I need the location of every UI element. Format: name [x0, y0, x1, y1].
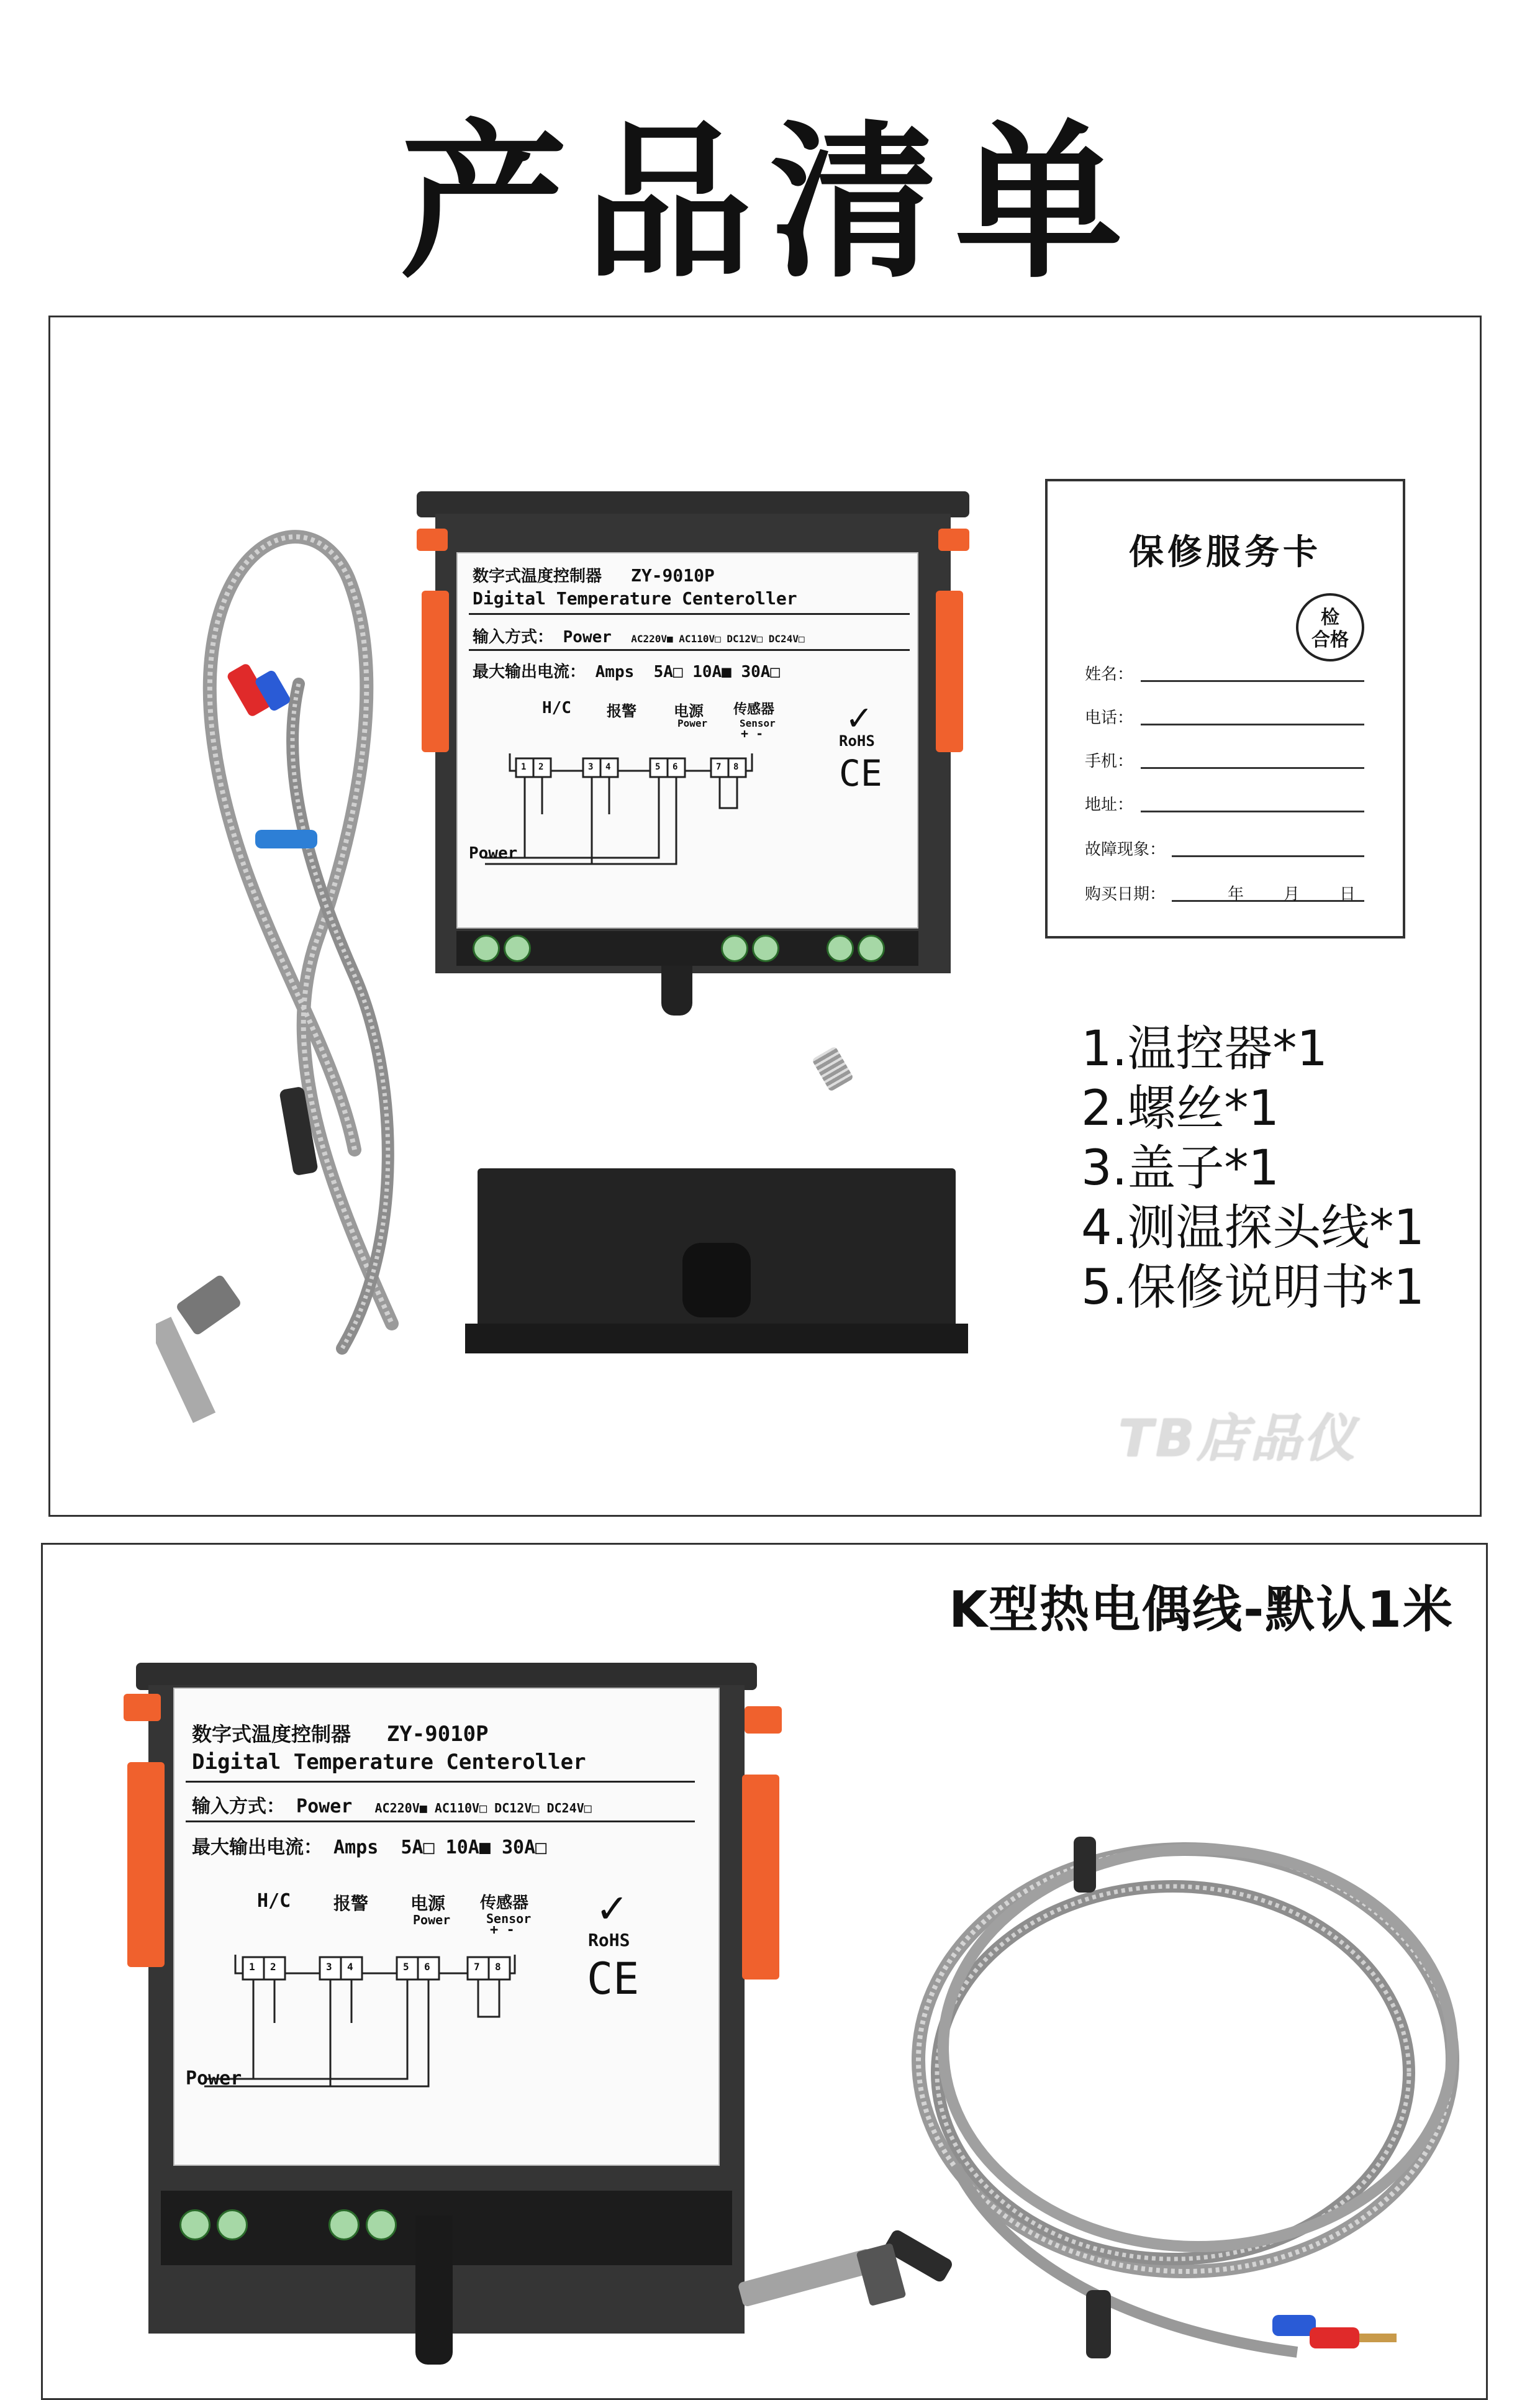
pin-5-large: 5: [403, 1961, 409, 1973]
warranty-card-title: 保修服务卡: [1129, 532, 1321, 573]
k-type-thermocouple-image: [738, 1818, 1471, 2377]
pin-7-large: 7: [474, 1961, 480, 1973]
terminal-alarm-label-large: 报警: [333, 1893, 369, 1914]
terminal-hc-label-large: H/C: [257, 1890, 291, 1912]
list-item: 3.盖子*1: [1081, 1140, 1280, 1196]
terminal-sensor-sublabel-large: Sensor: [486, 1911, 532, 1926]
list-item: 1.温控器*1: [1081, 1021, 1328, 1077]
watermark: TB店品仪: [1118, 1409, 1357, 1468]
package-contents-panel: [48, 316, 1482, 1517]
output-row-label-large: 最大输出电流： Amps: [192, 1837, 379, 1858]
terminal-sensor-label: 传感器: [733, 702, 775, 717]
date-unit-year: 年: [1228, 885, 1244, 904]
temperature-controller-image: [417, 491, 969, 1001]
pin-1-large: 1: [249, 1961, 255, 1973]
page-title: 产品清单: [400, 105, 1140, 301]
controller-model: ZY-9010P: [630, 565, 715, 586]
checkmark-icon: ✓: [845, 699, 874, 738]
pin-2-large: 2: [270, 1961, 276, 1973]
checkmark-icon-large: ✓: [596, 1886, 629, 1932]
pin-4: 4: [605, 762, 611, 772]
rohs-mark: RoHS: [839, 732, 875, 750]
controller-title-cn-large: 数字式温度控制器: [192, 1722, 351, 1746]
controller-model-large: ZY-9010P: [386, 1722, 489, 1747]
thermocouple-panel: [41, 1543, 1488, 2400]
terminal-hc-label: H/C: [542, 699, 571, 717]
list-item: 2.螺丝*1: [1081, 1081, 1280, 1137]
pin-3-large: 3: [326, 1961, 332, 1973]
pin-4-large: 4: [347, 1961, 353, 1973]
controller-title-en-large: Digital Temperature Centeroller: [192, 1750, 586, 1775]
pin-8: 8: [733, 762, 739, 772]
output-options: 5A□ 10A■ 30A□: [653, 663, 781, 681]
input-row-label-large: 输入方式： Power: [192, 1796, 353, 1817]
terminal-alarm-label: 报警: [607, 702, 636, 720]
pin-3: 3: [588, 762, 594, 772]
power-wire-label: Power: [469, 844, 518, 863]
sensor-polarity-large: + -: [490, 1922, 515, 1938]
output-options-large: 5A□ 10A■ 30A□: [401, 1837, 547, 1858]
terminal-power-label-large: 电源: [410, 1893, 446, 1914]
field-fault-label: 故障现象：: [1085, 840, 1166, 859]
ce-mark-large: CE: [587, 1953, 640, 2004]
wiring-diagram-large: [186, 1911, 558, 2147]
power-wire-label-large: Power: [186, 2068, 242, 2089]
pin-6-large: 6: [424, 1961, 430, 1973]
output-row-label: 最大输出电流： Amps: [473, 663, 635, 681]
thermocouple-caption: K型热电偶线-默认1米: [949, 1581, 1454, 1639]
controller-title-cn: 数字式温度控制器: [473, 567, 602, 586]
pin-5: 5: [655, 762, 661, 772]
date-unit-day: 日: [1339, 885, 1356, 904]
list-item: 5.保修说明书*1: [1081, 1260, 1425, 1316]
input-options: AC220V■ AC110V□ DC12V□ DC24V□: [631, 633, 805, 645]
controller-title-en: Digital Temperature Centeroller: [473, 588, 797, 609]
pin-8-large: 8: [495, 1961, 501, 1973]
terminal-power-label: 电源: [674, 702, 704, 720]
wiring-diagram: [466, 721, 789, 920]
terminal-power-sublabel: Power: [677, 717, 708, 729]
field-date-label: 购买日期：: [1085, 885, 1166, 904]
field-mobile-label: 手机：: [1085, 752, 1134, 771]
cover-image: [465, 1168, 968, 1355]
sensor-polarity: + -: [741, 726, 764, 741]
ce-mark: CE: [839, 752, 882, 794]
temperature-controller-image-large: [124, 1663, 794, 2365]
input-row-label: 输入方式： Power: [473, 628, 612, 647]
pin-1: 1: [521, 762, 527, 772]
list-item: 4.测温探头线*1: [1081, 1200, 1425, 1256]
pin-2: 2: [538, 762, 544, 772]
input-options-large: AC220V■ AC110V□ DC12V□ DC24V□: [374, 1801, 592, 1816]
terminal-sensor-label-large: 传感器: [480, 1894, 529, 1912]
terminal-sensor-sublabel: Sensor: [740, 717, 776, 729]
terminal-power-sublabel-large: Power: [413, 1912, 451, 1927]
pin-7: 7: [716, 762, 722, 772]
package-list: [1081, 1019, 1424, 1317]
warranty-card: [1045, 479, 1405, 939]
pin-6: 6: [673, 762, 678, 772]
date-unit-month: 月: [1284, 885, 1300, 904]
field-phone-label: 电话：: [1085, 709, 1134, 727]
qc-seal: 检 合格: [1296, 593, 1364, 661]
screw-image: [812, 1046, 854, 1092]
rohs-mark-large: RoHS: [588, 1930, 630, 1950]
field-name-label: 姓名：: [1085, 665, 1134, 684]
field-address-label: 地址：: [1085, 796, 1134, 814]
